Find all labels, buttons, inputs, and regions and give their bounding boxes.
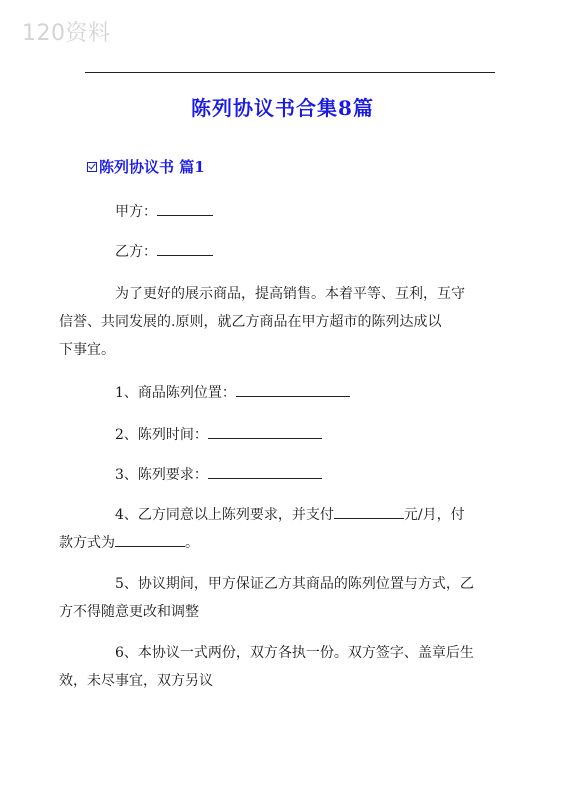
item-4-text-b: 元/月，付: [403, 507, 465, 523]
intro-line-1: 为了更好的展示商品，提高销售。本着平等、互利，互守: [115, 286, 465, 302]
party-a-line: [87, 198, 487, 226]
item-4-text-d: 。: [185, 535, 199, 551]
item-1-blank: [236, 382, 350, 397]
item-2-blank: [208, 424, 322, 439]
item-6-line-2: 效，未尽事宜，双方另议: [59, 673, 213, 689]
intro-line-3: 下事宜。: [59, 342, 115, 358]
item-3-blank: [208, 464, 322, 479]
party-a-label: 甲方：: [115, 204, 157, 220]
item-4-amount-blank: [334, 504, 404, 519]
item-6-line-1: 6、本协议一式两份，双方各执一份。双方签字、盖章后生: [115, 645, 474, 661]
item-4-method-blank: [115, 532, 185, 547]
item-3-text: 3、陈列要求：: [115, 467, 208, 483]
section-heading-text: 陈列协议书 篇1: [99, 158, 205, 176]
document-title: 陈列协议书合集8篇: [191, 96, 374, 120]
item-4: [59, 501, 487, 557]
item-5: [59, 570, 487, 626]
watermark: 120资料: [22, 21, 111, 46]
checkbox-icon: [87, 162, 97, 172]
item-2: [87, 421, 487, 449]
section-heading: [87, 156, 205, 177]
party-b-blank: [157, 241, 213, 256]
item-6: [59, 639, 487, 695]
party-a-blank: [157, 201, 213, 216]
item-4-text-c: 款方式为: [59, 535, 115, 551]
item-1: [87, 379, 487, 407]
item-1-text: 1、商品陈列位置：: [115, 385, 236, 401]
intro-line-2: 信誉、共同发展的.原则，就乙方商品在甲方超市的陈列达成以: [59, 314, 442, 330]
party-b-label: 乙方：: [115, 244, 157, 260]
party-b-line: [87, 238, 487, 266]
item-5-line-1: 5、协议期间，甲方保证乙方其商品的陈列位置与方式，乙: [115, 576, 474, 592]
intro-paragraph: [59, 280, 487, 364]
item-4-text-a: 4、乙方同意以上陈列要求，并支付: [115, 507, 334, 523]
item-3: [87, 461, 487, 489]
item-5-line-2: 方不得随意更改和调整: [59, 604, 199, 620]
header-rule: [85, 72, 495, 73]
item-2-text: 2、陈列时间：: [115, 427, 208, 443]
